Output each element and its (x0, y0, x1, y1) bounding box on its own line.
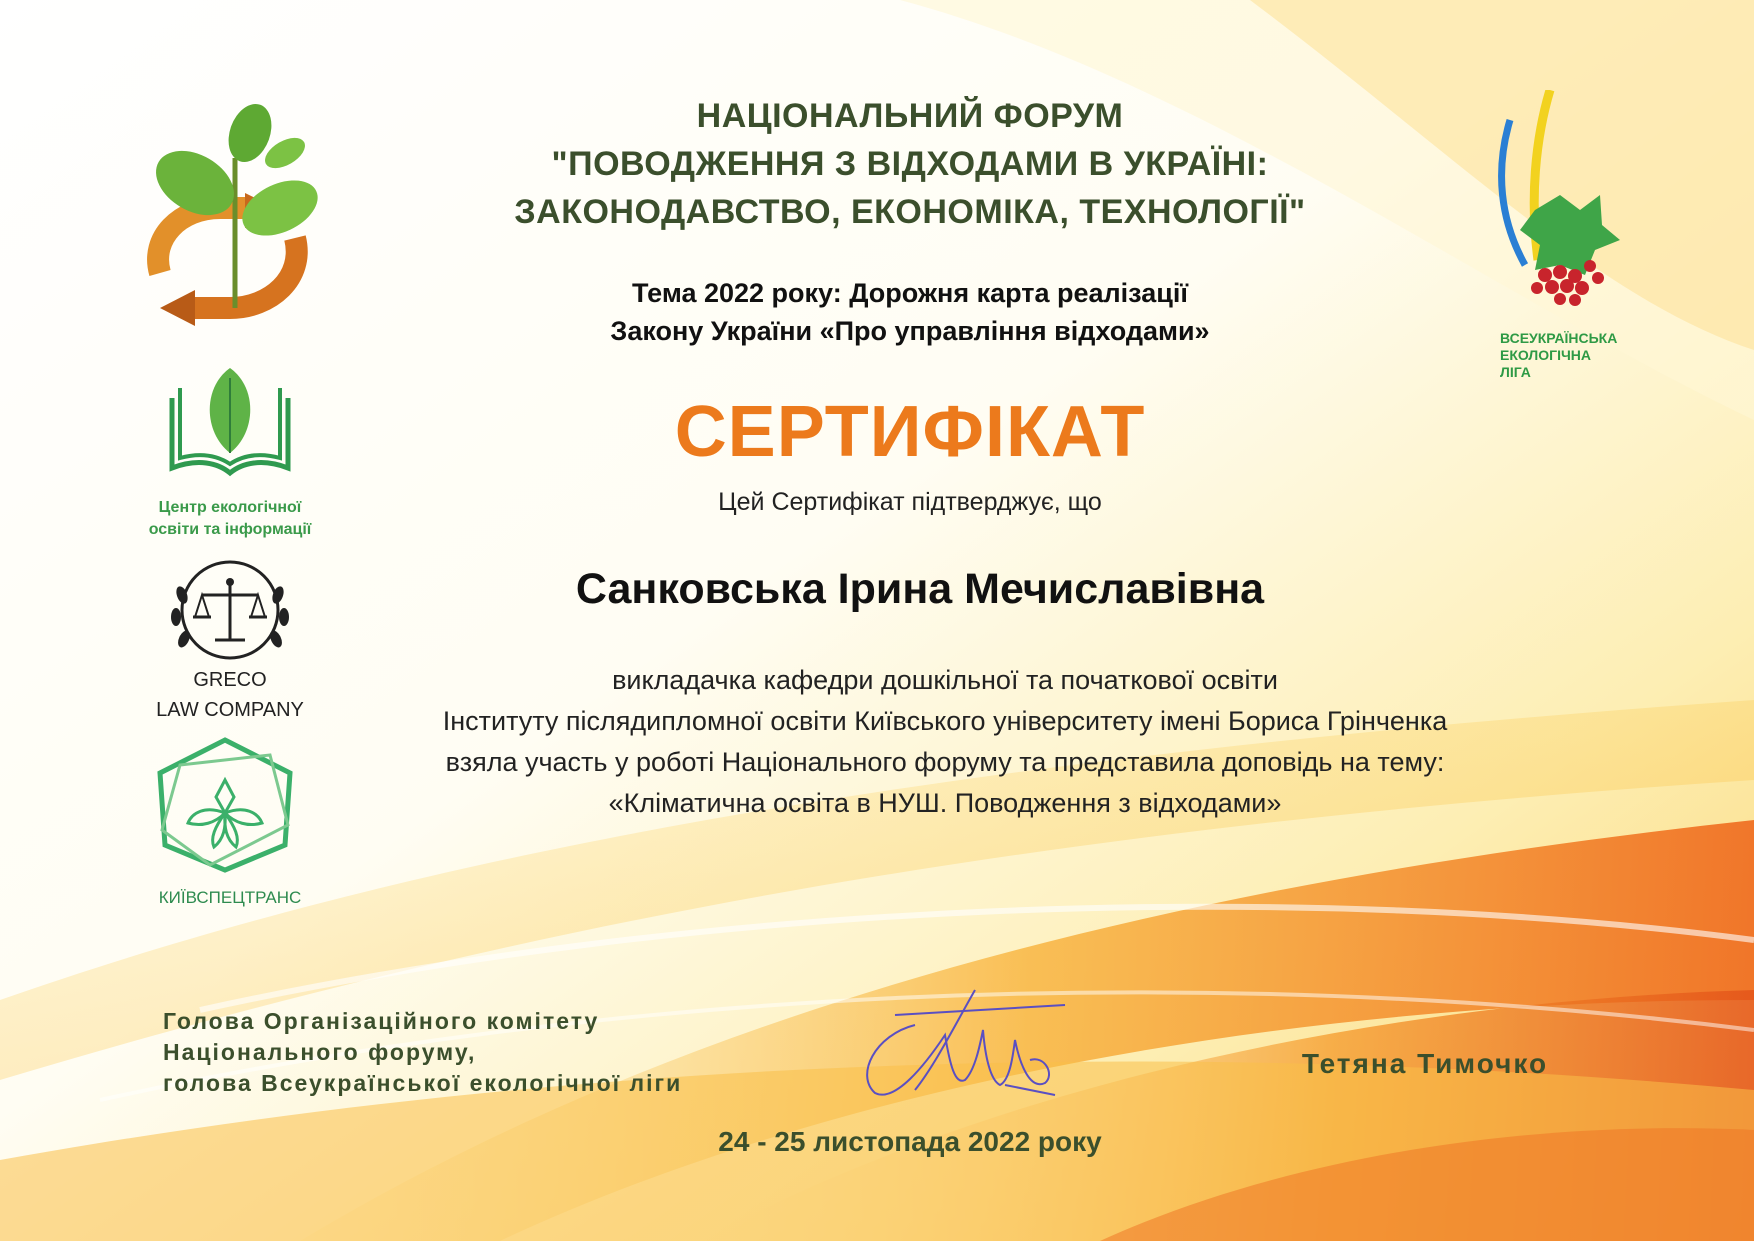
eco-league-caption-line: ЕКОЛОГІЧНА (1500, 347, 1592, 363)
forum-title-line: НАЦІОНАЛЬНИЙ ФОРУМ (696, 97, 1124, 135)
forum-date: 24 - 25 листопада 2022 року (718, 1126, 1102, 1157)
certificate-body-line: Інституту післядипломної освіти Київського університету імені Бориса Грінченка (442, 706, 1448, 736)
certificate-heading: СЕРТИФІКАТ (674, 392, 1146, 472)
certificate-body-line: «Кліматична освіта в НУШ. Поводження з відходами» (608, 788, 1282, 818)
recycle-plant-logo (140, 98, 320, 328)
signer-role-line: Голова Організаційного комітету (163, 1008, 600, 1034)
forum-theme-line: Закону України «Про управління відходами» (610, 316, 1210, 346)
eco-league-caption-line: ВСЕУКРАЇНСЬКА (1500, 330, 1618, 346)
signer-role-line: голова Всеукраїнської екологічної ліги (163, 1070, 683, 1096)
certificate-body-line: викладачка кафедри дошкільної та початкової освіти (612, 665, 1278, 695)
signer-role-line: Національного форуму, (163, 1039, 477, 1065)
kyivspetstrans-caption: КИЇВСПЕЦТРАНС (158, 888, 302, 907)
ukrainian-eco-league-logo (1490, 90, 1640, 330)
forum-theme-line: Тема 2022 року: Дорожня карта реалізації (632, 278, 1188, 308)
signer-role (163, 1006, 682, 1099)
open-book-leaf-logo (168, 358, 292, 478)
forum-title-line: ЗАКОНОДАВСТВО, ЕКОНОМІКА, ТЕХНОЛОГІЇ" (514, 193, 1306, 231)
greco-caption (130, 665, 330, 725)
forum-title-line: "ПОВОДЖЕННЯ З ВІДХОДАМИ В УКРАЇНІ: (551, 145, 1269, 183)
forum-theme (480, 274, 1340, 350)
eco-center-caption (120, 497, 340, 541)
chestnut-leaf-hexagon-logo (150, 735, 300, 875)
eco-league-caption (1500, 330, 1617, 381)
forum-title (380, 92, 1440, 236)
scales-of-justice-logo (160, 555, 300, 665)
certificate-confirm-text: Цей Сертифікат підтверджує, що (718, 488, 1102, 516)
eco-league-caption-line: ЛІГА (1500, 364, 1531, 380)
recipient-name: Санковська Ірина Мечиславівна (575, 565, 1265, 613)
certificate-body (330, 660, 1560, 824)
eco-center-caption-line: освіти та інформації (148, 521, 312, 538)
greco-caption-line: LAW COMPANY (156, 699, 304, 721)
certificate-body-line: взяла участь у роботі Національного форуму та представила доповідь на тему: (445, 747, 1445, 777)
eco-center-caption-line: Центр екологічної (158, 499, 302, 516)
signer-name: Тетяна Тимочко (1301, 1048, 1549, 1079)
greco-caption-line: GRECO (193, 669, 267, 691)
handwritten-signature (855, 985, 1070, 1105)
